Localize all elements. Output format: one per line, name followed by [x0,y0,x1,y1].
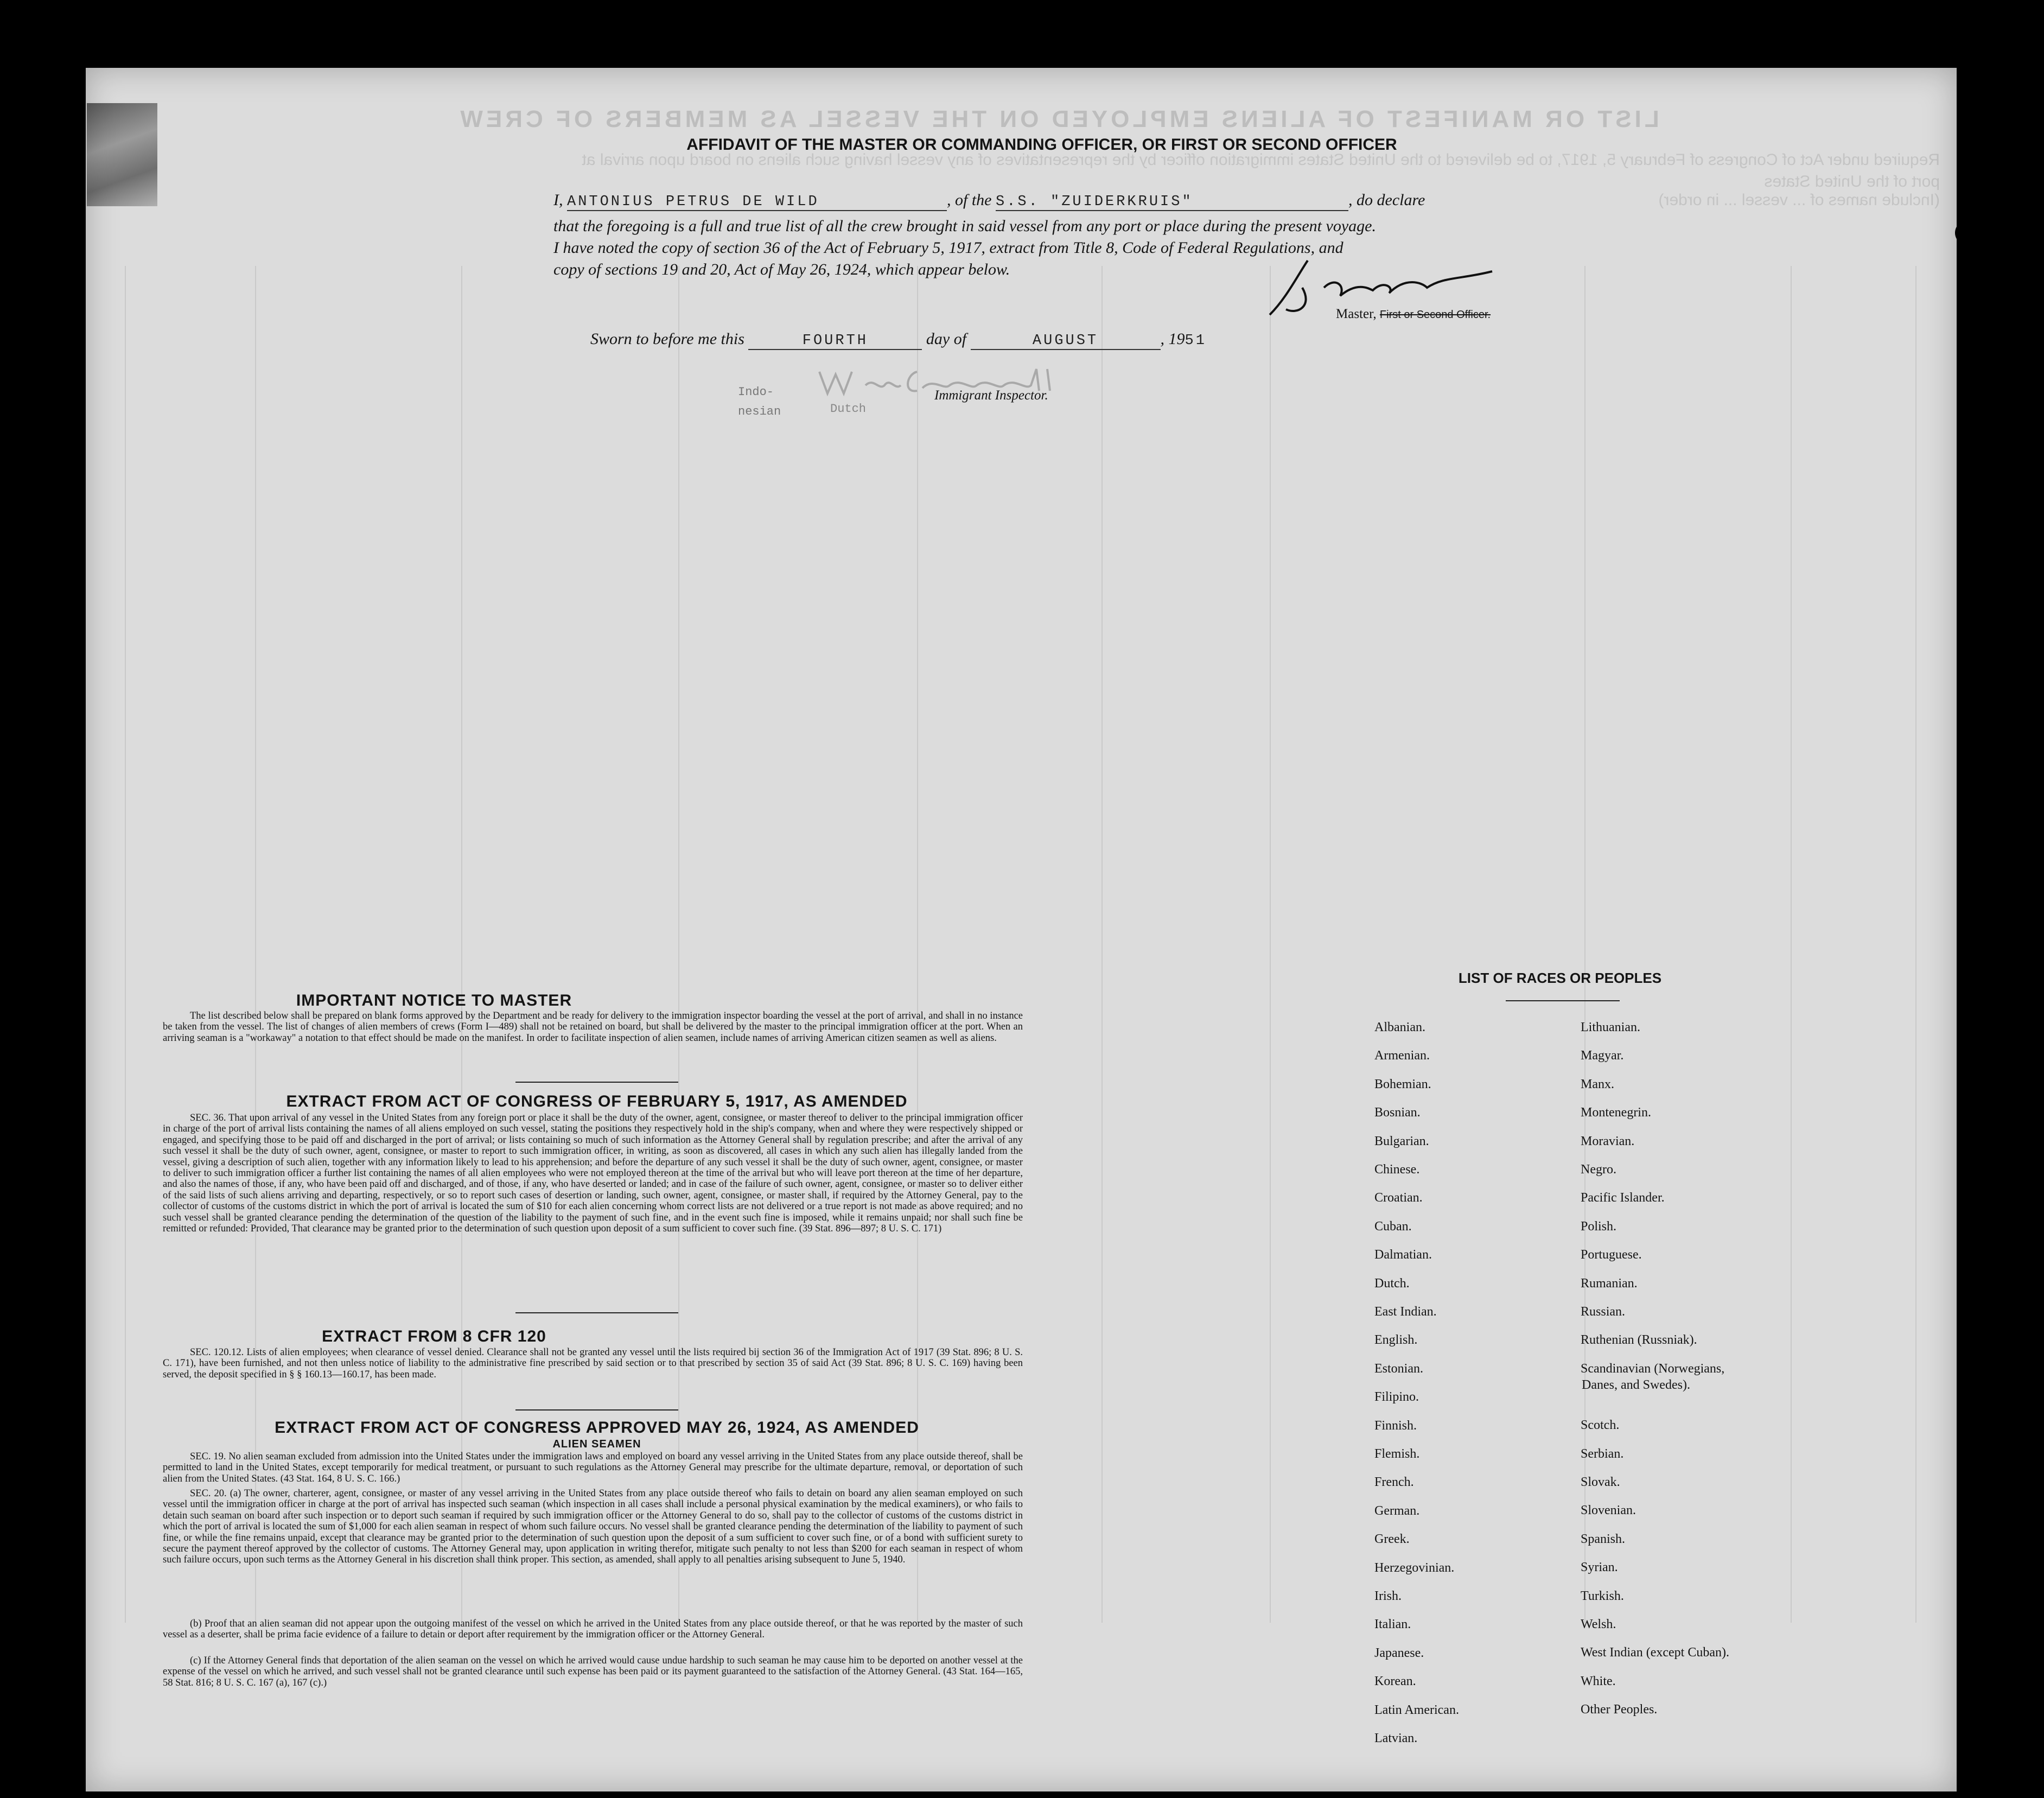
race-item: Spanish. [1581,1532,1626,1546]
race-item: Dalmatian. [1374,1248,1432,1262]
affidavit-line-3: I have noted the copy of section 36 of the Act of February 5, 1917, extract from Title 8, Code of Federal Regulations, and [553,239,1343,257]
affidavit-line-1 [553,191,1425,211]
race-item: English. [1374,1333,1418,1348]
race-item: West Indian (except Cuban). [1581,1645,1729,1660]
separator-rule [515,1082,678,1083]
master-title: Master, [1336,307,1377,321]
sworn-day: FOURTH [748,333,922,350]
race-item: Montenegrin. [1581,1106,1651,1120]
race-item: Armenian. [1374,1049,1430,1063]
notice-heading: IMPORTANT NOTICE TO MASTER [296,992,572,1009]
race-item: Latvian. [1374,1731,1418,1745]
race-item: Bohemian. [1374,1077,1431,1091]
race-item: Latin American. [1374,1702,1459,1717]
race-item: Negro. [1581,1162,1616,1177]
bleed-through-line: port of the United States [1764,173,1940,190]
race-item: Finnish. [1374,1418,1417,1433]
extract-1924-sec20a: SEC. 20. (a) The owner, charterer, agent, consignee, or master of any vessel arriving in the United States from any place outside thereof who fails to detain on board any alien seaman employed on such vessel until the immigration officer in charge at the port of arrival has inspected such seaman (which inspection in all cases shall include a personal physical examination by the medical examiners), or who fails to detain such seaman on board after such inspection or to deport such seaman if required by such immigration officer or the Attorney General to do so, shall pay to the collector of customs of the customs district in which the port of arrival is located the sum of $1,000 for each alien seaman in respect of whom such failure occurs. No vessel shall be granted clearance pending the determination of the liability to payment of such fine, or while the fine remains unpaid, except that clearance may be granted prior to the determination of such question upon the deposit of a sum sufficient to cover such fine, or of a bond with sufficient surety to secure the payment thereof approved by the collector of customs. The Attorney General may, upon application in writing therefor, mitigate such penalty to not less than $200 for each seaman in respect of whom such failure occurs, upon such terms as the Attorney General in his discretion shall think proper. This section, as amended, shall apply to all penalties arising subsequent to June 5, 1940. [163,1488,1023,1566]
bleed-column-rule [1270,266,1271,1623]
race-item: Irish. [1374,1589,1402,1603]
race-item: Japanese. [1374,1645,1424,1660]
race-item: Slovenian. [1581,1503,1636,1518]
sworn-month: AUGUST [971,333,1161,350]
race-item: Rumanian. [1581,1276,1638,1291]
affidavit-line-4: copy of sections 19 and 20, Act of May 26, 1924, which appear below. [553,261,1010,278]
race-item: Flemish. [1374,1447,1420,1461]
punch-hole [1957,643,1982,668]
sworn-year-prefix: , 19 [1160,330,1185,348]
separator-rule [515,1312,678,1313]
punch-hole [1957,560,1982,585]
bleed-through-line: (Include names of ... vessel ... in order) [1658,191,1940,209]
race-item: Chinese. [1374,1162,1420,1177]
extract-1924-heading: EXTRACT FROM ACT OF CONGRESS APPROVED MAY 26, 1924, AS AMENDED [275,1419,919,1437]
revenue-stamp [87,103,157,206]
race-item: Scotch. [1581,1418,1620,1433]
sworn-year-suffix: 51 [1185,333,1207,349]
extract-1924-sec19: SEC. 19. No alien seaman excluded from admission into the United States under the immigration laws and employed on board any vessel arriving in the United States from any place outside thereof, shall be permitted to land in the United States, except temporarily for medical treatment, or pursuant to such regulations as the Attorney General may prescribe for the ultimate departure, removal, or deportation of such alien from the United States. (43 Stat. 164, 8 U. S. C. 166.) [163,1451,1023,1484]
master-label [1336,307,1491,322]
race-item: Cuban. [1374,1219,1412,1234]
race-item: Manx. [1581,1077,1614,1091]
sworn-lead: Sworn to before me this [590,330,744,348]
race-item: Portuguese. [1581,1248,1642,1262]
extract-cfr-body: SEC. 120.12. Lists of alien employees; when clearance of vessel denied. Clearance shall not be granted any vessel until the lists required bij section 36 of the Immigration Act of 1917 (39 Stat. 896; 8 U. S. C. 171), have been furnished, and not then unless notice of liability to the administrative fine prescribed by said section or to that prescribed by section 35 of said Act (39 Stat. 896; 8 U. S. C. 169) having been served, the deposit specified in § § 160.13—160.17, has been made. [163,1347,1023,1380]
bleed-column-rule [1915,266,1916,1623]
race-item: Polish. [1581,1219,1617,1234]
race-item: Estonian. [1374,1361,1423,1376]
notice-body: The list described below shall be prepared on blank forms approved by the Department and be ready for delivery to the immigration inspector boarding the vessel at the port of arrival, and shall in no instance be taken from the vessel. The list of changes of alien members of crews (Form I—489) shall not be retained on board, but shall be delivered by the master to the principal immigration officer at the port. When an arriving seaman is a "workaway" a notation to that effect should be made on the manifest. In order to facilitate inspection of alien seamen, include names of arriving American citizen seamen as well as aliens. [163,1011,1023,1044]
races-heading: LIST OF RACES OR PEOPLES [1458,970,1662,986]
race-item: Bulgarian. [1374,1134,1429,1148]
separator-rule [1506,1000,1620,1001]
sworn-line [590,330,1207,350]
affidavit-lead: I, [553,191,563,209]
extract-1924-subheading: ALIEN SEAMEN [552,1438,641,1450]
race-item: Magyar. [1581,1049,1624,1063]
race-item: Herzegovinian. [1374,1560,1455,1575]
race-item: Greek. [1374,1532,1410,1547]
sworn-day-of: day of [926,330,967,348]
affidavit-line-2: that the foregoing is a full and true list of all the crew brought in said vessel from any port or place during the present voyage. [553,217,1376,235]
race-item: White. [1581,1674,1616,1688]
extract-cfr-heading: EXTRACT FROM 8 CFR 120 [322,1327,546,1345]
race-item: Serbian. [1581,1446,1624,1461]
bleed-through-line: Required under Act of Congress of February 5, 1917, to be delivered to the United States immigration officer by the representatives of any vessel having such aliens on board upon arrival at [582,151,1940,169]
affidavit-title: AFFIDAVIT OF THE MASTER OR COMMANDING OFFICER, OR FIRST OR SECOND OFFICER [686,136,1397,154]
race-item: Welsh. [1581,1617,1616,1631]
extract-1924-sec20b: (b) Proof that an alien seaman did not appear upon the outgoing manifest of the vessel on which he arrived in the United States from any place outside thereof, or that he was reported by the master of such vessel as a deserter, shall be prima facie evidence of a failure to detain or deport after requirement by the immigration officer or the Attorney General. [163,1618,1023,1641]
extract-1917-heading: EXTRACT FROM ACT OF CONGRESS OF FEBRUARY 5, 1917, AS AMENDED [286,1092,908,1110]
separator-rule [515,1409,678,1411]
vessel-name: S.S. "ZUIDERKRUIS" [996,194,1348,211]
race-item: Syrian. [1581,1560,1618,1575]
bleed-column-rule [1791,266,1792,1623]
punch-hole [1957,1556,1982,1581]
race-item: Ruthenian (Russniak). [1581,1333,1697,1348]
extract-1924-sec20c: (c) If the Attorney General finds that deportation of the alien seaman on the vessel on which he arrived would cause undue hardship to such seaman he may cause him to be deported on another vessel at the expense of the vessel on which he arrived, and such vessel shall not be granted clearance until such expense has been paid or its payment guaranteed to the satisfaction of the Attorney General. (43 Stat. 164—165, 58 Stat. 816; 8 U. S. C. 167 (a), 167 (c).) [163,1655,1023,1688]
affidavit-of-the: , of the [947,191,992,209]
race-item: Italian. [1374,1617,1411,1632]
race-item: Lithuanian. [1581,1020,1640,1034]
typed-nationality-line: Indo- [738,385,774,399]
bleed-column-rule [125,266,126,1623]
bleed-column-rule [1101,266,1103,1623]
race-item: Russian. [1581,1305,1626,1319]
declarant-name: ANTONIUS PETRUS DE WILD [567,194,947,211]
race-item: Moravian. [1581,1134,1635,1148]
race-item: German. [1374,1503,1420,1518]
punch-hole [1957,304,1982,329]
race-item: Pacific Islander. [1581,1191,1665,1205]
race-item: Slovak. [1581,1475,1620,1489]
race-item: Danes, and Swedes). [1582,1377,1690,1392]
race-item: Scandinavian (Norwegians, [1581,1361,1725,1376]
race-item: Dutch. [1374,1276,1410,1291]
race-item: Croatian. [1374,1191,1423,1205]
race-item: Albanian. [1374,1020,1425,1034]
punch-hole [1955,220,1980,245]
typed-nationality [738,383,781,422]
struck-officer-titles: First or Second Officer. [1379,309,1491,321]
race-item: Other Peoples. [1581,1702,1658,1717]
race-item: Korean. [1374,1674,1416,1689]
typed-race: Dutch [830,402,867,416]
race-item: Filipino. [1374,1390,1419,1405]
bleed-through-title: LIST OR MANIFEST OF ALIENS EMPLOYED ON THE VESSEL AS MEMBERS OF CREW [457,106,1659,132]
typed-nationality-line: nesian [738,405,781,418]
inspector-label: Immigrant Inspector. [934,388,1048,403]
race-item: Turkish. [1581,1589,1624,1603]
affidavit-do-declare: , do declare [1348,191,1425,209]
race-item: Bosnian. [1374,1106,1421,1120]
race-item: East Indian. [1374,1305,1437,1319]
race-item: French. [1374,1475,1414,1490]
extract-1917-body: SEC. 36. That upon arrival of any vessel in the United States from any foreign port or place it shall be the duty of the owner, agent, consignee, or master thereof to deliver to the principal immigration officer in charge of the port of arrival lists containing the names of all aliens employed on such vessel, stating the positions they respectively hold in the ship's company, when and where they were respectively shipped or engaged, and specifying those to be paid off and discharged in the port of arrival; or lists containing so much of such information as the Attorney General shall by regulation prescribe; and after the arrival of any such vessel it shall be the duty of such owner, agent, consignee, or master to report to such immigration officer, in writing, as soon as discovered, all cases in which any such alien has illegally landed from the vessel, giving a description of such alien, together with any information likely to lead to his apprehension; and before the departure of any such vessel it shall be the duty of such owner, agent, consignee, or master to deliver to such immigration officer a further list containing the names of all alien employees who were not employed thereon at the time of the arrival but who will leave port thereon at the time of her departure, and also the names of those, if any, who have been paid off and discharged, and of those, if any, who have deserted or landed; and in case of the failure of such owner, agent, consignee, or master so to deliver either of the said lists of such aliens arriving and departing, respectively, or so to report such cases of desertion or landing, such owner, agent, consignee, or master shall, if required by the Attorney General, pay to the collector of customs of the customs district in which the port of arrival is located the sum of $10 for each alien concerning whom correct lists are not delivered or a true report is not made as above required; and no such vessel shall be granted clearance pending the determination of the question of the liability to the payment of such fine, and in the event such fine is imposed, while it remains unpaid; nor shall such fine be remitted or refunded: Provided, That clearance may be granted prior to the determination of such question upon deposit of a sum sufficient to cover such fine. (39 Stat. 896—897; 8 U. S. C. 171) [163,1113,1023,1235]
